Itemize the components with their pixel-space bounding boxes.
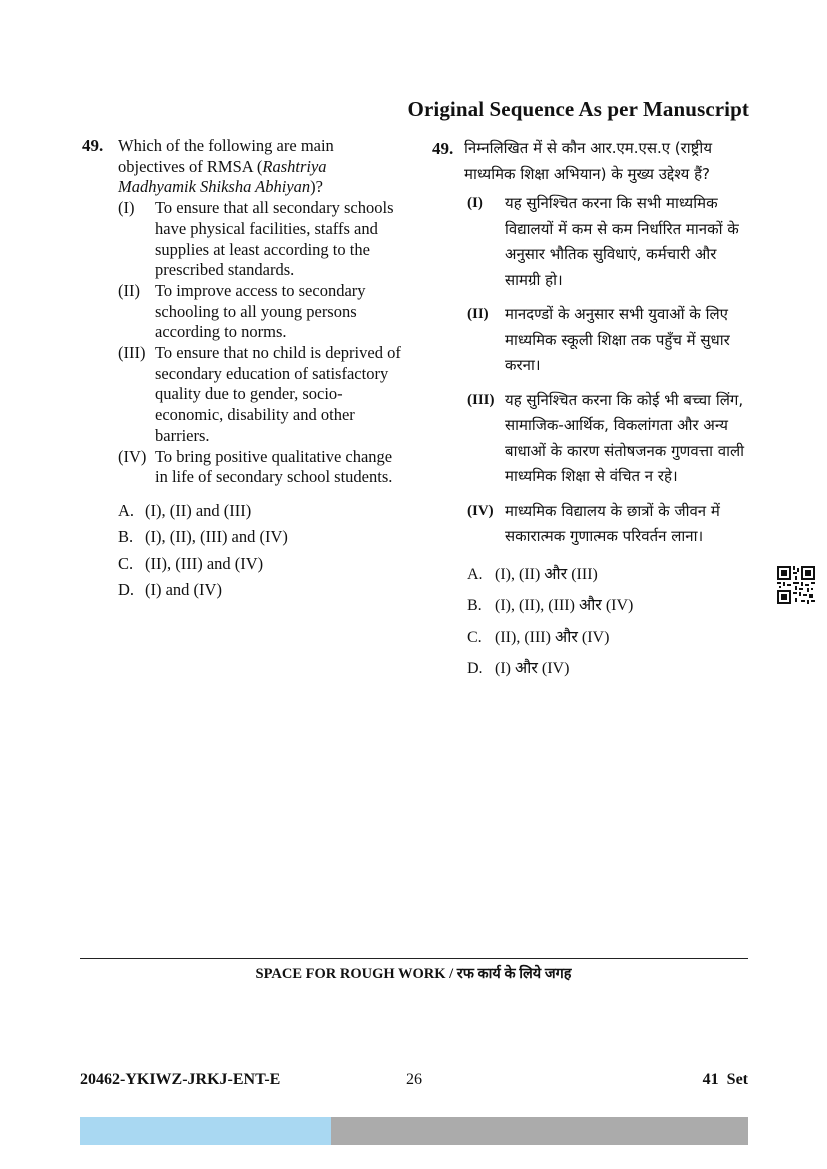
page-title: Original Sequence As per Manuscript <box>407 97 749 121</box>
option-b[interactable] <box>118 524 402 551</box>
statement-text: माध्यमिक विद्यालय के छात्रों के जीवन में सकारात्मक गुणात्मक परिवर्तन लाना। <box>505 501 720 545</box>
footer-bar-blue <box>80 1117 331 1145</box>
option-label: D. <box>118 580 135 600</box>
option-c[interactable] <box>118 551 402 578</box>
option-a[interactable] <box>467 559 752 591</box>
option-text: (I) and (IV) <box>145 580 222 600</box>
question-english <box>82 136 402 604</box>
option-label: B. <box>467 597 482 614</box>
option-text: (I), (II), (III) और (IV) <box>495 597 634 614</box>
option-list <box>118 498 402 604</box>
option-label: C. <box>118 553 134 573</box>
option-label: B. <box>118 527 134 547</box>
statement-item <box>118 198 402 281</box>
statement-item <box>467 191 752 293</box>
option-text: (I), (II) और (III) <box>495 565 598 583</box>
statement-text: यह सुनिश्चित करना कि सभी माध्यमिक विद्यालयों में कम से कम निर्धारित मानकों के अनुसार भौतिक सुविधाएं, कर्मचारी और सामग्री हो। <box>505 194 739 289</box>
option-text: (II), (III) और (IV) <box>495 628 610 646</box>
question-number: 49. <box>432 139 454 158</box>
question-number: 49. <box>82 136 104 155</box>
statement-item <box>118 343 402 447</box>
statement-label: (III) <box>118 343 146 363</box>
page-number: 26 <box>406 1071 422 1088</box>
statement-label: (I) <box>467 195 483 211</box>
option-label: A. <box>118 500 135 520</box>
statement-text: मानदण्डों के अनुसार सभी युवाओं के लिए माध्यमिक स्कूली शिक्षा तक पहुँच में सुधार करना। <box>505 305 730 374</box>
divider <box>80 958 748 959</box>
footer-bar-gray <box>331 1117 748 1145</box>
question-text <box>118 136 402 198</box>
option-c[interactable] <box>467 622 752 654</box>
option-a[interactable] <box>118 498 402 525</box>
option-text: (I) और (IV) <box>495 660 570 677</box>
option-label: C. <box>467 628 482 646</box>
option-label: A. <box>467 565 483 583</box>
statement-item <box>467 302 752 379</box>
question-text-pre: Which of the following are main objectives of RMSA ( <box>118 136 334 176</box>
option-text: (I), (II) and (III) <box>145 500 252 520</box>
question-text: निम्नलिखित में से कौन आर.एम.एस.ए (राष्ट्रीय माध्यमिक शिक्षा अभियान) के मुख्य उद्देश्य हैं? <box>464 139 713 183</box>
rough-work-label: SPACE FOR ROUGH WORK / रफ कार्य के लिये जगह <box>255 966 572 982</box>
statement-item <box>467 388 752 490</box>
statement-text: यह सुनिश्चित करना कि कोई भी बच्चा लिंग, सामाजिक-आर्थिक, विकलांगता और अन्य बाधाओं के कारण संतोषजनक गुणवत्ता वाली माध्यमिक शिक्षा से वंचित न रहे। <box>505 390 745 485</box>
question-text-post: )? <box>310 177 323 197</box>
statement-item <box>118 281 402 343</box>
paper-code: 20462-YKIWZ-JRKJ-ENT-E <box>80 1071 281 1088</box>
statement-text: To ensure that all secondary schools have physical facilities, staffs and supplies at least according to the prescribed standards. <box>155 198 394 280</box>
option-text: (I), (II), (III) and (IV) <box>145 527 288 547</box>
option-d[interactable] <box>118 577 402 604</box>
statement-label: (IV) <box>118 446 147 466</box>
option-b[interactable] <box>467 590 752 622</box>
statement-label: (III) <box>467 391 495 408</box>
option-list <box>467 559 752 685</box>
statement-text: To bring positive qualitative change in life of secondary school students. <box>155 446 393 487</box>
statement-label: (II) <box>118 280 140 300</box>
statement-list <box>467 191 752 550</box>
statement-item <box>118 447 402 488</box>
option-label: D. <box>467 660 483 677</box>
statement-label: (II) <box>467 306 489 322</box>
option-d[interactable] <box>467 653 752 685</box>
statement-text: To ensure that no child is deprived of secondary education of satisfactory quality due to gender, socio-economic, disability and other barriers. <box>155 343 401 445</box>
question-hindi <box>432 136 752 685</box>
statement-text: To improve access to secondary schooling to all young persons according to norms. <box>155 280 366 342</box>
qr-code-icon <box>777 566 815 604</box>
question-text-italic: Rashtriya Madhyamik Shiksha Abhiyan <box>118 156 327 197</box>
statement-list <box>118 198 402 488</box>
set-label: 41 Set <box>702 1071 748 1088</box>
statement-item <box>467 499 752 550</box>
statement-label: (IV) <box>467 502 494 519</box>
statement-label: (I) <box>118 198 135 218</box>
option-text: (II), (III) and (IV) <box>145 553 264 573</box>
